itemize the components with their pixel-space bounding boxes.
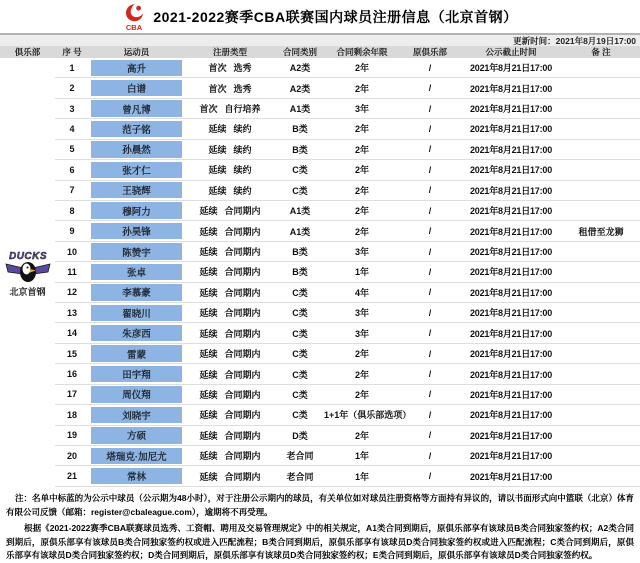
cell-reg-type [184,122,276,135]
reg-type-main: 延续 [208,165,227,176]
cell-former-club: / [428,471,432,482]
reg-type-main: 延续 [199,287,218,298]
reg-type-sub: 合同期内 [224,308,261,319]
player-name-cell [89,323,184,342]
player-name: 朱彦西 [91,325,182,341]
cell-reg-type [184,327,276,340]
player-name-cell [89,221,184,240]
player-name: 田宇翔 [91,366,182,382]
cell-seq: 14 [66,328,77,339]
cell-contract-class: C类 [292,389,308,400]
title-bar [0,0,640,33]
reg-type-main: 延续 [199,349,218,360]
player-name-cell [89,99,184,118]
player-name: 孙昊锋 [91,223,182,239]
cell-contract-class: D类 [292,430,308,441]
reg-type-sub: 选秀 [233,83,252,94]
cell-former-club: / [428,307,432,318]
table-row [55,119,640,139]
cell-contract-class: C类 [292,349,308,360]
cell-years-left: 2年 [354,206,369,217]
table-row [55,221,640,241]
cell-seq: 20 [66,450,77,461]
cell-deadline: 2021年8月21日17:00 [469,471,553,482]
cell-deadline: 2021年8月21日17:00 [469,247,553,257]
cell-reg-type [184,306,276,319]
cell-years-left: 2年 [354,165,369,176]
cell-contract-class: C类 [292,287,308,298]
table-row [55,140,640,160]
reg-type-main: 延续 [199,389,218,400]
player-name-cell [89,385,184,404]
cell-seq: 10 [66,246,77,257]
cell-seq: 19 [66,430,77,441]
cell-years-left: 3年 [354,104,369,115]
table-body [55,58,640,487]
cell-seq: 1 [69,62,75,73]
table-row [55,466,640,486]
cell-seq: 11 [67,266,77,277]
cell-seq: 8 [69,205,75,216]
reg-type-main: 延续 [199,369,218,380]
cell-reg-type [184,286,276,299]
table-row [55,323,640,343]
cell-reg-type [184,470,276,483]
player-name-cell [89,303,184,322]
cell-seq: 2 [69,83,75,94]
reg-type-sub: 续约 [233,165,252,176]
table-row [55,344,640,364]
reg-type-main: 延续 [199,328,218,339]
table-row [55,58,640,78]
cell-former-club: / [428,348,432,359]
cell-years-left: 2年 [354,63,369,74]
player-name: 刘晓宇 [91,407,182,423]
cell-former-club: / [428,164,432,175]
player-name: 李慕豪 [91,284,182,300]
cell-reg-type [184,245,276,258]
player-name-cell [89,405,184,424]
reg-type-main: 延续 [199,206,218,217]
reg-type-sub: 合同期内 [224,349,261,360]
cell-seq: 13 [66,307,77,318]
player-name: 张才仁 [91,162,182,178]
cell-seq: 3 [69,103,75,114]
club-name: 北京首钢 [9,286,46,297]
reg-type-sub: 合同期内 [224,247,261,257]
cell-contract-class: C类 [292,410,308,421]
ducks-team-logo [3,248,53,284]
cell-contract-class: A1类 [289,226,311,237]
cell-contract-class: B类 [292,124,308,135]
cell-former-club: / [428,328,432,339]
cell-years-left: 3年 [354,328,369,339]
player-name: 张卓 [91,264,182,280]
reg-type-main: 首次 [199,104,218,115]
cell-contract-class: 老合同 [286,471,314,482]
reg-type-sub: 续约 [233,185,252,196]
cell-contract-class: C类 [292,369,308,380]
reg-type-main: 延续 [199,471,218,482]
cell-former-club: / [428,144,432,155]
player-name: 常林 [91,468,182,484]
footnote-publicity: 注：名单中标蓝的为公示中球员（公示期为48小时），对于注册公示期内的球员，有关单位如对球员注册资格等方面持有异议的，请以书面形式向中篮联（北京）体育有限公司反馈（邮箱：register@cbaleague.com），逾期将不再受理。 [6,493,634,517]
table-row [55,364,640,384]
cell-deadline: 2021年8月21日17:00 [469,104,553,115]
cell-reg-type [184,449,276,462]
player-name: 塔瑞克·加尼尤 [91,448,182,464]
cell-former-club: / [428,226,432,237]
cell-contract-class: A1类 [289,104,311,115]
cell-deadline: 2021年8月21日17:00 [469,410,553,421]
cell-years-left: 2年 [354,369,369,380]
cell-former-club: / [428,266,432,277]
player-name: 王骁辉 [91,182,182,198]
cell-deadline: 2021年8月21日17:00 [469,124,553,135]
col-header-regtype: 注册类型 [212,47,247,57]
cell-deadline: 2021年8月21日17:00 [469,369,553,380]
cell-seq: 9 [69,226,75,237]
cell-reg-type [184,265,276,278]
page-title: 2021-2022赛季CBA联赛国内球员注册信息（北京首钢） [153,8,518,25]
cell-contract-class: A2类 [289,83,311,94]
cell-reg-type [184,347,276,360]
cell-seq: 15 [66,348,77,359]
cell-seq: 21 [66,471,77,482]
cell-reg-type [184,82,276,95]
player-name-cell [89,119,184,138]
cell-former-club: / [428,430,432,441]
col-header-club: 俱乐部 [14,47,41,57]
player-name-cell [89,344,184,363]
cell-former-club: / [428,123,432,134]
player-name-cell [89,283,184,302]
table-row [55,283,640,303]
cell-years-left: 2年 [354,389,369,400]
player-name-cell [89,201,184,220]
reg-type-sub: 合同期内 [224,471,261,482]
col-header-no: 序 号 [62,47,82,57]
club-cell [0,58,55,487]
reg-type-sub: 合同期内 [224,226,261,237]
col-header-contract: 合同类别 [282,47,317,57]
reg-type-sub: 续约 [233,124,252,135]
cell-reg-type [184,61,276,74]
cell-deadline: 2021年8月21日17:00 [469,451,553,462]
player-name-cell [89,160,184,179]
reg-type-sub: 合同期内 [224,389,261,400]
table-row [55,160,640,180]
cell-deadline: 2021年8月21日17:00 [469,83,553,94]
cell-reg-type [184,225,276,238]
cell-deadline: 2021年8月21日17:00 [469,226,553,237]
reg-type-main: 首次 [208,83,227,94]
cell-former-club: / [428,389,432,400]
update-strip [0,33,640,46]
cell-deadline: 2021年8月21日17:00 [469,144,553,155]
cell-reg-type [184,429,276,442]
reg-type-sub: 选秀 [233,63,252,74]
cell-reg-type [184,163,276,176]
col-header-years: 合同剩余年限 [336,47,388,57]
cell-years-left: 1年 [354,451,369,462]
player-name-cell [89,181,184,200]
cell-former-club: / [428,287,432,298]
reg-type-sub: 合同期内 [224,430,261,441]
svg-text:DUCKS: DUCKS [8,250,47,262]
cell-reg-type [184,143,276,156]
cell-years-left: 4年 [354,287,369,298]
update-time: 更新时间：2021年8月19日17:00 [513,35,636,46]
cell-deadline: 2021年8月21日17:00 [469,308,553,319]
cell-years-left: 2年 [354,144,369,155]
cell-former-club: / [428,83,432,94]
cell-years-left: 1年 [354,471,369,482]
player-name-cell [89,466,184,485]
cell-seq: 6 [69,164,75,175]
cell-years-left: 2年 [354,185,369,196]
player-name-cell [89,242,184,261]
cell-contract-class: C类 [292,185,308,196]
cell-former-club: / [428,185,432,196]
reg-type-main: 延续 [208,124,227,135]
player-name: 范子铭 [91,121,182,137]
reg-type-sub: 合同期内 [224,267,261,278]
table-row [55,262,640,282]
reg-type-main: 延续 [199,451,218,462]
player-name-cell [89,58,184,77]
reg-type-main: 延续 [199,410,218,421]
cell-reg-type [184,102,276,115]
player-name: 白谱 [91,80,182,96]
player-name-cell [89,426,184,445]
cell-years-left: 2年 [354,349,369,360]
cell-years-left: 1年 [354,267,369,278]
cell-seq: 7 [69,185,75,196]
cell-deadline: 2021年8月21日17:00 [469,430,553,441]
reg-type-sub: 合同期内 [224,410,261,421]
reg-type-sub: 合同期内 [224,369,261,380]
table-header-row [0,46,640,58]
player-name: 方硕 [91,427,182,443]
player-name: 穆阿力 [91,202,182,218]
cell-former-club: / [428,62,432,73]
reg-type-main: 首次 [208,63,227,74]
cell-seq: 12 [66,287,77,298]
cell-contract-class: A1类 [289,206,311,217]
cell-contract-class: C类 [292,165,308,176]
table-row [55,201,640,221]
cell-reg-type [184,184,276,197]
reg-type-sub: 合同期内 [224,206,261,217]
table-row [55,99,640,119]
table-row [55,242,640,262]
reg-type-sub: 合同期内 [224,328,261,339]
player-name: 翟晓川 [91,305,182,321]
footnote-regulation: 根据《2021-2022赛季CBA联赛球员选秀、工资帽、聘用及交易管理规定》中的相关规定，A1类合同到期后，原俱乐部享有该球员B类合同独家签约权；A2类合同到期后，原俱乐部享有该球员B类合同独家签约权或进入匹配流程；B类合同到期后，原俱乐部享有该球员D类合同独家签约权或进入匹配流程；C类合同到期后，原俱乐部享有该球员D类合同独家签约权；D类合同到期后，原俱乐部享有该球员D类合同独家签约权；E类合同到期后，原俱乐部享有该球员D类合同独家签约权。 [6,523,634,561]
svg-text:CBA: CBA [126,22,143,31]
table-row [55,385,640,405]
cell-contract-class: C类 [292,308,308,319]
player-name: 高升 [91,60,182,76]
cell-years-left: 2年 [354,124,369,135]
table-row [55,181,640,201]
cell-years-left: 3年 [354,247,369,257]
cell-former-club: / [428,205,432,216]
reg-type-sub: 合同期内 [224,451,261,462]
cell-deadline: 2021年8月21日17:00 [469,287,553,298]
cell-years-left: 2年 [354,430,369,441]
reg-type-main: 延续 [199,226,218,237]
cell-years-left: 1+1年（俱乐部选项） [324,410,412,421]
player-name: 周仪翔 [91,386,182,402]
cell-deadline: 2021年8月21日17:00 [469,349,553,360]
player-name-cell [89,140,184,159]
cell-seq: 18 [66,409,77,420]
cell-former-club: / [428,103,432,114]
player-name-cell [89,262,184,281]
table-row [55,405,640,425]
cell-former-club: / [428,246,432,257]
table-row [55,446,640,466]
col-header-note: 备 注 [591,47,611,57]
table-row [55,303,640,323]
cell-deadline: 2021年8月21日17:00 [469,185,553,196]
player-name: 孙晨然 [91,141,182,157]
cell-deadline: 2021年8月21日17:00 [469,389,553,400]
cell-contract-class: B类 [292,144,308,155]
table-row [55,78,640,98]
cell-contract-class: B类 [292,247,308,257]
reg-type-main: 延续 [208,185,227,196]
player-name: 雷蒙 [91,345,182,361]
cell-deadline: 2021年8月21日17:00 [469,63,553,74]
player-name: 陈赞宇 [91,243,182,259]
col-header-former: 原俱乐部 [412,47,447,57]
cell-deadline: 2021年8月21日17:00 [469,165,553,176]
footnotes [0,487,640,563]
cell-contract-class: B类 [292,267,308,278]
cell-former-club: / [428,369,432,380]
col-header-player: 运动员 [123,47,150,57]
cell-reg-type [184,368,276,381]
cell-seq: 16 [66,369,77,380]
cell-deadline: 2021年8月21日17:00 [469,206,553,217]
reg-type-main: 延续 [208,144,227,155]
cell-years-left: 3年 [354,308,369,319]
cell-seq: 4 [69,123,75,134]
cell-seq: 17 [66,389,77,400]
cba-logo-icon [122,3,146,31]
cell-deadline: 2021年8月21日17:00 [469,328,553,339]
player-name-cell [89,78,184,97]
cell-former-club: / [428,409,432,420]
cell-years-left: 2年 [354,83,369,94]
cell-years-left: 2年 [354,226,369,237]
reg-type-main: 延续 [199,308,218,319]
player-name-cell [89,364,184,383]
reg-type-main: 延续 [199,430,218,441]
player-name: 曾凡博 [91,100,182,116]
cell-seq: 5 [69,144,75,155]
cell-deadline: 2021年8月21日17:00 [469,267,553,278]
table-body-wrap [0,58,640,487]
cell-reg-type [184,408,276,421]
player-name-cell [89,446,184,465]
reg-type-sub: 合同期内 [224,287,261,298]
reg-type-main: 延续 [199,247,218,257]
cell-former-club: / [428,450,432,461]
cell-note: 租借至龙狮 [578,226,624,237]
cell-reg-type [184,388,276,401]
cell-reg-type [184,204,276,217]
col-header-deadline: 公示截止时间 [485,47,537,57]
cell-contract-class: 老合同 [286,451,314,462]
reg-type-main: 延续 [199,267,218,278]
cell-contract-class: C类 [292,328,308,339]
reg-type-sub: 续约 [233,144,252,155]
cell-contract-class: A2类 [289,63,311,74]
table-row [55,426,640,446]
reg-type-sub: 自行培养 [224,104,261,115]
